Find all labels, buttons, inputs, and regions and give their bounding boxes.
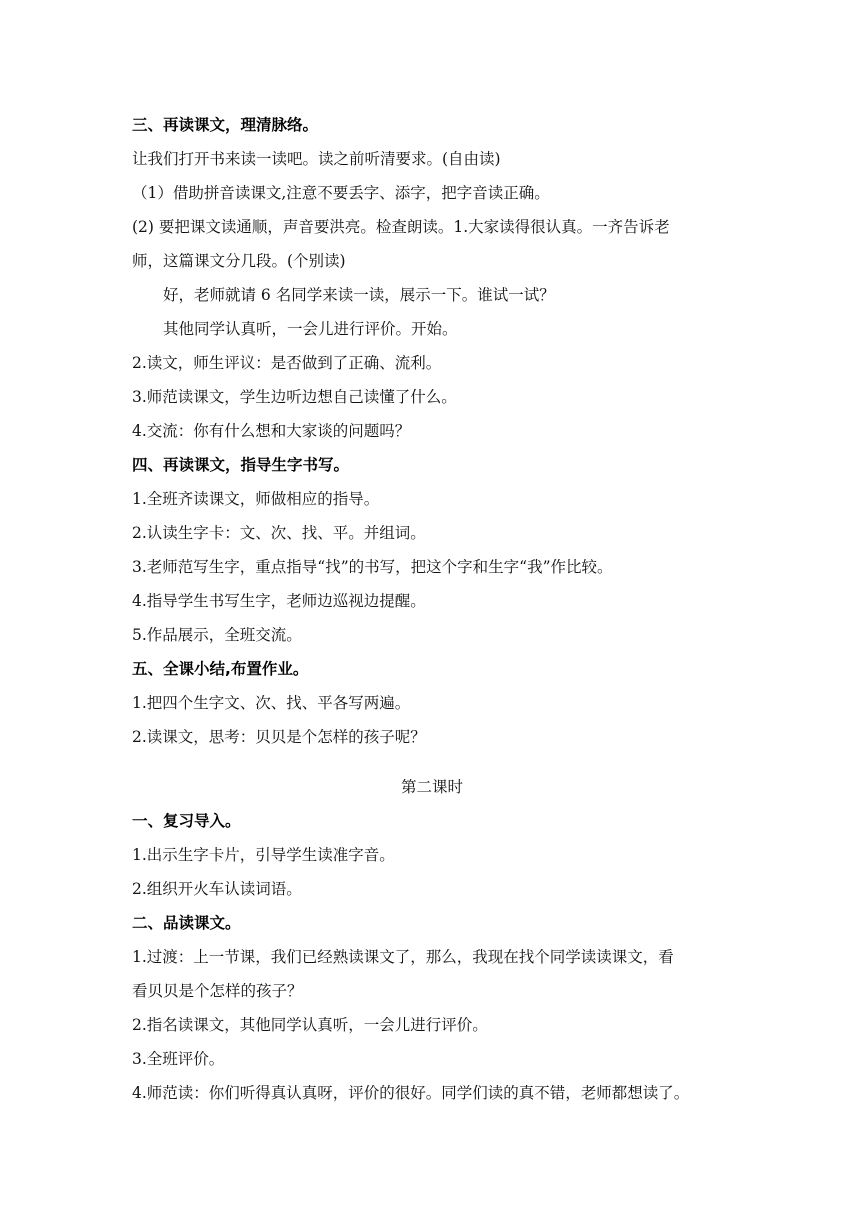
paragraph: 2.认读生字卡：文、次、找、平。并组词。 <box>132 524 426 542</box>
paragraph: 2.读文，师生评议：是否做到了正确、流利。 <box>132 354 442 372</box>
paragraph-indented: 好，老师就请 6 名同学来读一读，展示一下。谁试一试？ <box>163 286 555 304</box>
paragraph: 4.师范读：你们听得真认真呀，评价的很好。同学们读的真不错，老师都想读了。 <box>132 1084 690 1102</box>
section-heading-4: 四、再读课文，指导生字书写。 <box>132 456 350 474</box>
section-heading-1: 一、复习导入。 <box>132 812 241 830</box>
spacer <box>132 754 732 770</box>
paragraph: 1.过渡：上一节课，我们已经熟读课文了，那么，我现在找个同学读读课文，看 <box>132 948 674 966</box>
section-heading-5: 五、全课小结,布置作业。 <box>132 660 309 678</box>
section-heading-2: 二、品读课文。 <box>132 914 241 932</box>
lesson-subtitle: 第二课时 <box>400 778 463 796</box>
document-body <box>132 108 732 1110</box>
paragraph: 1.出示生字卡片，引导学生读准字音。 <box>132 846 395 864</box>
paragraph: 3.全班评价。 <box>132 1050 225 1068</box>
paragraph: 1.全班齐读课文，师做相应的指导。 <box>132 490 380 508</box>
paragraph: 4.交流：你有什么想和大家谈的问题吗？ <box>132 422 411 440</box>
paragraph: 2.指名读课文，其他同学认真听，一会儿进行评价。 <box>132 1016 488 1034</box>
paragraph-indented: 其他同学认真听，一会儿进行评价。开始。 <box>163 320 458 338</box>
paragraph: 看贝贝是个怎样的孩子？ <box>132 982 303 1000</box>
paragraph: 5.作品展示，全班交流。 <box>132 626 302 644</box>
paragraph: 4.指导学生书写生字，老师边巡视边提醒。 <box>132 592 426 610</box>
paragraph: 1.把四个生字文、次、找、平各写两遍。 <box>132 694 411 712</box>
paragraph: (2) 要把课文读通顺，声音要洪亮。检查朗读。1.大家读得很认真。一齐告诉老 <box>132 218 670 236</box>
paragraph: 师，这篇课文分几段。(个别读) <box>132 252 346 270</box>
paragraph: 2.组织开火车认读词语。 <box>132 880 302 898</box>
paragraph: 让我们打开书来读一读吧。读之前听清要求。(自由读) <box>132 150 501 168</box>
paragraph: （1）借助拼音读课文,注意不要丢字、添字，把字音读正确。 <box>132 184 550 202</box>
paragraph: 3.师范读课文，学生边听边想自己读懂了什么。 <box>132 388 457 406</box>
section-heading-3: 三、再读课文，理清脉络。 <box>132 116 319 134</box>
paragraph: 3.老师范写生字，重点指导“找”的书写，把这个字和生字“我”作比较。 <box>132 558 613 576</box>
paragraph: 2.读课文，思考：贝贝是个怎样的孩子呢？ <box>132 728 426 746</box>
